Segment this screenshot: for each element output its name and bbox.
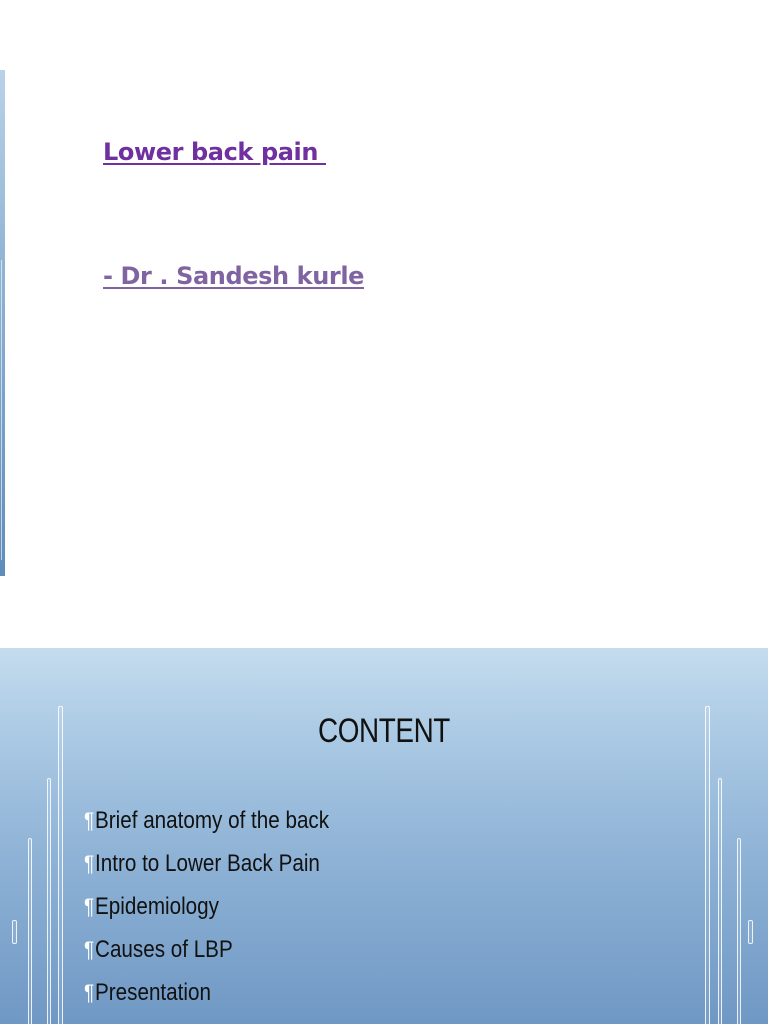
title-slide [0,70,768,578]
title-link[interactable]: Lower back pain [103,138,326,166]
list-item [84,976,329,1019]
content-list [84,804,369,1019]
list-item [84,890,329,933]
list-item [84,847,329,890]
decorative-line [737,838,741,1024]
slide-edge-decoration [0,70,5,576]
list-item-label: Causes of LBP [95,936,233,963]
decorative-line [28,838,32,1024]
list-item-label: Epidemiology [95,893,219,920]
list-item-label: Presentation [95,979,211,1006]
decorative-line [58,706,63,1024]
decorative-line [748,920,753,944]
list-item [84,804,329,847]
pilcrow-bullet-icon: ¶ [84,980,95,1005]
list-item-label: Intro to Lower Back Pain [95,850,320,877]
decorative-line [47,778,51,1024]
pilcrow-bullet-icon: ¶ [84,937,95,962]
pilcrow-bullet-icon: ¶ [84,851,95,876]
list-item [84,933,329,976]
decorative-line [718,778,722,1024]
pilcrow-bullet-icon: ¶ [84,894,95,919]
author-link[interactable]: - Dr . Sandesh kurle [103,262,365,290]
list-item-label: Brief anatomy of the back [95,807,330,834]
pilcrow-bullet-icon: ¶ [84,808,95,833]
content-slide [0,648,768,1024]
decorative-line [705,706,710,1024]
decorative-line [12,920,17,944]
content-heading: CONTENT [318,712,450,750]
